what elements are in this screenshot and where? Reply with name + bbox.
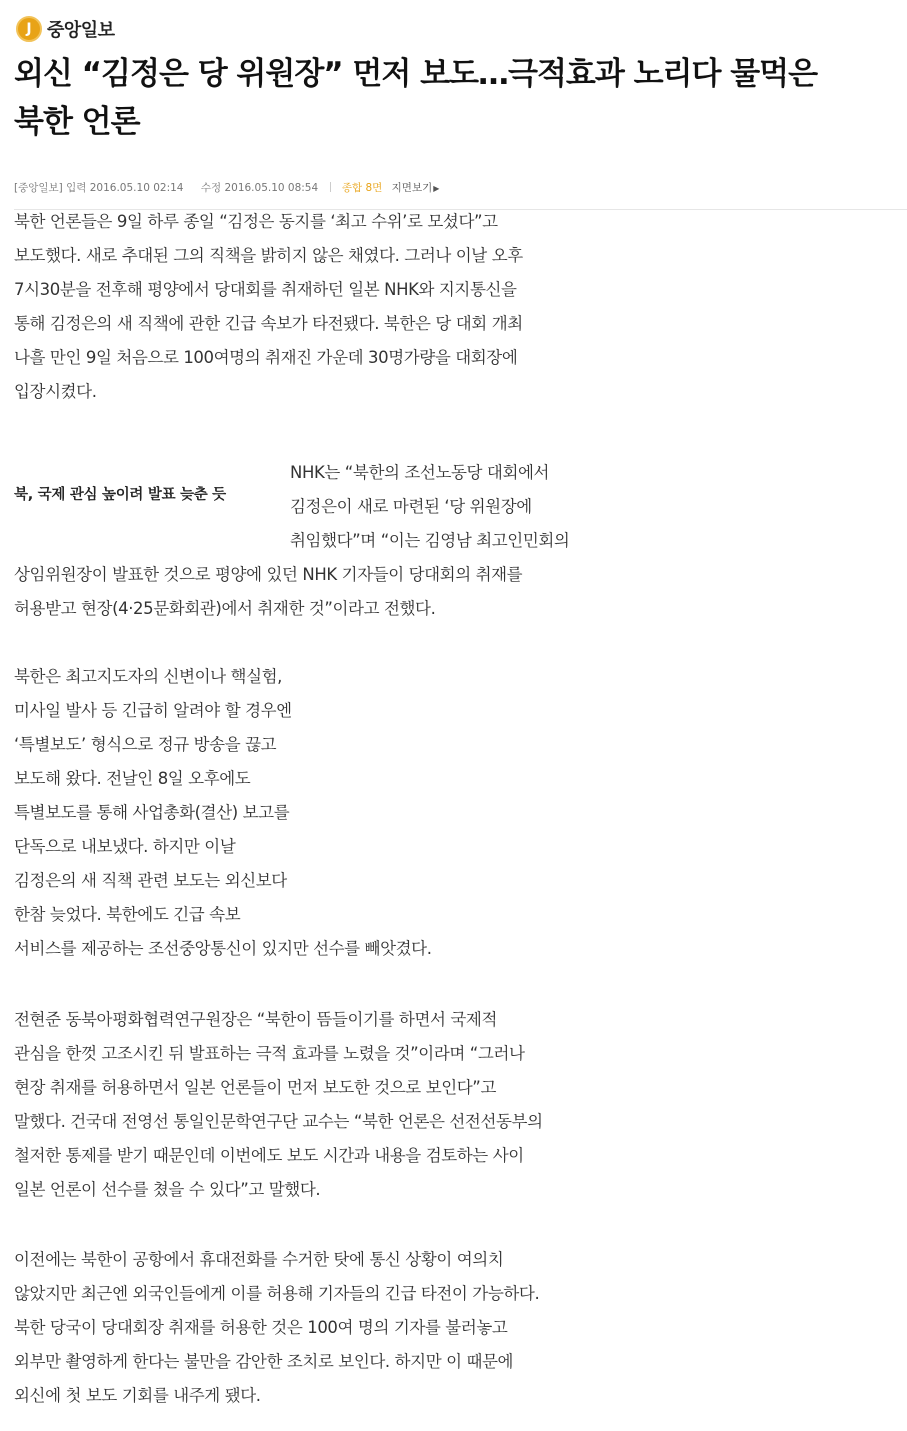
paragraph-5	[14, 1243, 539, 1413]
headline-line: 외신 “김정은 당 위원장” 먼저 보도…극적효과 노리다 물먹은	[14, 56, 818, 92]
text-line: 외부만 촬영하게 한다는 불만을 감안한 조치로 보인다. 하지만 이 때문에	[14, 1352, 514, 1371]
text-line: 보도해 왔다. 전날인 8일 오후에도	[14, 769, 251, 788]
meta-divider	[330, 182, 331, 192]
text-line: 철저한 통제를 받기 때문인데 이번에도 보도 시간과 내용을 검토하는 사이	[14, 1146, 524, 1165]
paragraph-3	[14, 660, 432, 966]
paragraph-2-indented	[290, 456, 569, 558]
page-view-link[interactable]	[392, 180, 440, 195]
text-line: 통해 김정은의 새 직책에 관한 긴급 속보가 타전됐다. 북한은 당 대회 개최	[14, 314, 523, 333]
page-view-label: 지면보기	[391, 182, 433, 194]
headline-line: 북한 언론	[14, 104, 140, 140]
text-line: 북한 당국이 당대회장 취재를 허용한 것은 100여 명의 기자를 불러놓고	[14, 1318, 508, 1337]
paragraph-1	[14, 205, 523, 409]
text-line: 북한은 최고지도자의 신변이나 핵실험,	[14, 667, 283, 686]
text-line: 미사일 발사 등 긴급히 알려야 할 경우엔	[14, 701, 292, 720]
text-line: 상임위원장이 발표한 것으로 평양에 있던 NHK 기자들이 당대회의 취재를	[14, 565, 523, 584]
text-line: 현장 취재를 허용하면서 일본 언론들이 먼저 보도한 것으로 보인다”고	[14, 1078, 496, 1097]
caret-right-icon: ▶	[433, 184, 440, 193]
meta-input-time: 2016.05.10 02:14	[89, 182, 184, 194]
text-line: 입장시켰다.	[14, 382, 97, 401]
text-line: 7시30분을 전후해 평양에서 당대회를 취재하던 일본 NHK와 지지통신을	[14, 280, 517, 299]
text-line: 외신에 첫 보도 기회를 내주게 됐다.	[14, 1386, 261, 1405]
text-line: 않았지만 최근엔 외국인들에게 이를 허용해 기자들의 긴급 타전이 가능하다.	[14, 1284, 540, 1303]
text-line: 나흘 만인 9일 처음으로 100여명의 취재진 가운데 30명가량을 대회장에	[14, 348, 518, 367]
brand-logo[interactable]	[16, 16, 115, 42]
meta-source: [중앙일보]	[14, 182, 63, 194]
text-line: 이전에는 북한이 공항에서 휴대전화를 수거한 탓에 통신 상황이 여의치	[14, 1250, 504, 1269]
brand-name: 중앙일보	[47, 20, 115, 41]
text-line: 북한 언론들은 9일 하루 종일 “김정은 동지를 ‘최고 수위’로 모셨다”고	[14, 212, 498, 231]
article-headline	[14, 50, 904, 146]
joongang-logo-icon: J	[16, 16, 42, 42]
text-line: NHK는 “북한의 조선노동당 대회에서	[290, 463, 550, 482]
text-line: 관심을 한껏 고조시킨 뒤 발표하는 극적 효과를 노렸을 것”이라며 “그러나	[14, 1044, 525, 1063]
text-line: 일본 언론이 선수를 쳤을 수 있다”고 말했다.	[14, 1180, 321, 1199]
meta-edit-label: 수정	[200, 182, 222, 194]
text-line: 단독으로 내보냈다. 하지만 이날	[14, 837, 236, 856]
meta-input-label: 입력	[66, 182, 87, 194]
meta-edit-time: 2016.05.10 08:54	[224, 182, 319, 194]
text-line: 보도했다. 새로 추대된 그의 직책을 밝히지 않은 채였다. 그러나 이날 오후	[14, 246, 523, 265]
text-line: 허용받고 현장(4·25문화회관)에서 취재한 것”이라고 전했다.	[14, 599, 436, 618]
text-line: 서비스를 제공하는 조선중앙통신이 있지만 선수를 빼앗겼다.	[14, 939, 432, 958]
paragraph-2-continued	[14, 558, 522, 626]
meta-page-label: 종합 8면	[341, 182, 383, 194]
text-line: 김정은이 새로 마련된 ‘당 위원장에	[290, 497, 532, 516]
text-line: 전현준 동북아평화협력연구원장은 “북한이 뜸들이기를 하면서 국제적	[14, 1010, 498, 1029]
text-line: ‘특별보도’ 형식으로 정규 방송을 끊고	[14, 735, 277, 754]
text-line: 취임했다”며 “이는 김영남 최고인민회의	[290, 531, 570, 550]
text-line: 김정은의 새 직책 관련 보도는 외신보다	[14, 871, 287, 890]
text-line: 말했다. 건국대 전영선 통일인문학연구단 교수는 “북한 언론은 선전선동부의	[14, 1112, 543, 1131]
text-line: 한참 늦었다. 북한에도 긴급 속보	[14, 905, 241, 924]
text-line: 특별보도를 통해 사업총화(결산) 보고를	[14, 803, 290, 822]
paragraph-4	[14, 1003, 543, 1207]
article-subheading: 북, 국제 관심 높이려 발표 늦춘 듯	[14, 487, 226, 503]
